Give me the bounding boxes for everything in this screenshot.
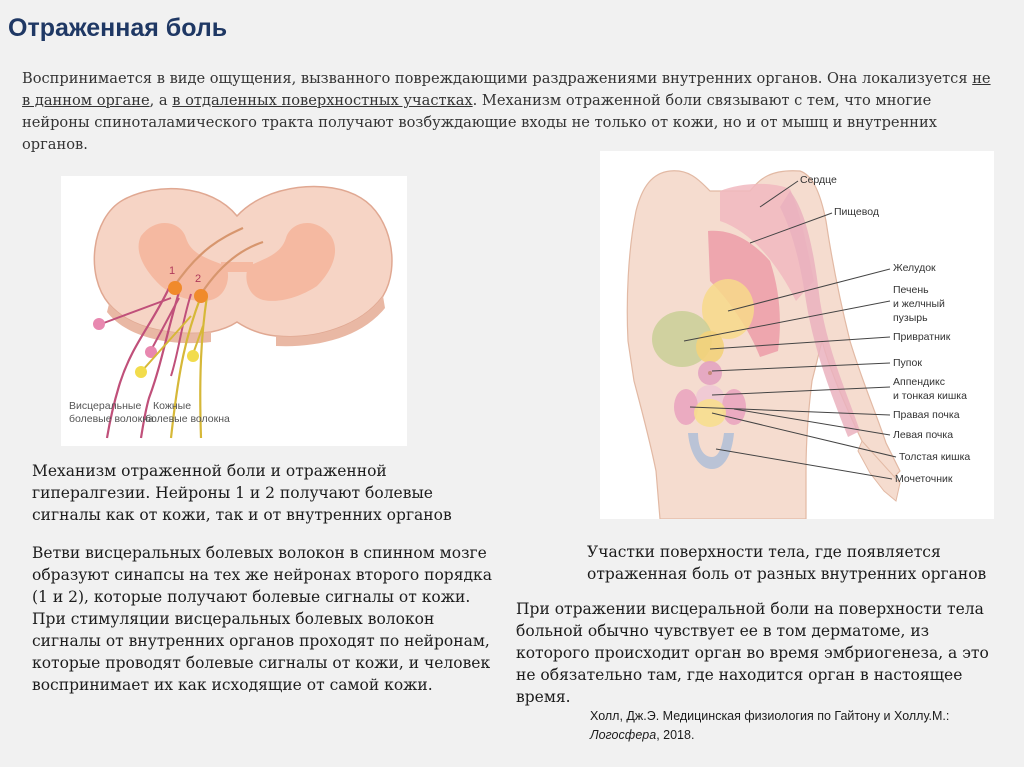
visceral-fibers-paragraph: Ветви висцеральных болевых волокон в спинном мозге образуют синапсы на тех же нейронах второго порядка (1 и 2), которые получают болевые сигналы от кожи. При стимуляции висцеральных болевых волокон сигналы от внутренних органов проходят по нейронам, которые проводят болевые сигналы от кожи, и человек воспринимает их как исходящие от самой кожи.	[32, 544, 492, 694]
neuron-1	[168, 281, 182, 295]
intro-text-1: Воспринимается в виде ощущения, вызванного повреждающими раздражениями внутренних органов. Она локализуется	[22, 70, 973, 87]
label-esophagus: Пищевод	[834, 206, 879, 218]
spinal-cord-diagram	[61, 176, 407, 446]
label-ureter: Мочеточник	[895, 473, 953, 485]
label-pylorus: Привратник	[893, 331, 951, 343]
label-right-kidney: Правая почка	[893, 409, 960, 421]
body-diagram	[600, 151, 994, 519]
intro-text-2: , а	[149, 92, 173, 109]
reference-publisher: Логосфера	[590, 728, 657, 742]
small-intestine-zone	[694, 399, 726, 427]
label-liver-2: и желчный	[893, 298, 945, 310]
spinal-cord-figure	[61, 176, 407, 446]
visceral-receptor-1	[93, 318, 105, 330]
label-navel: Пупок	[893, 357, 922, 369]
neuron-2	[194, 289, 208, 303]
page-title: Отраженная боль	[8, 14, 228, 42]
spinal-figure-caption: Механизм отраженной боли и отраженной гипералгезии. Нейроны 1 и 2 получают болевые сигналы как от кожи, так и от внутренних органов	[32, 462, 452, 524]
neuron-2-label: 2	[195, 273, 202, 285]
skin-receptor-2	[187, 350, 199, 362]
skin-receptor-1	[135, 366, 147, 378]
label-colon: Толстая кишка	[899, 451, 971, 463]
body-referred-pain-figure	[600, 151, 994, 519]
label-stomach: Желудок	[893, 262, 936, 274]
dermatome-paragraph: При отражении висцеральной боли на поверхности тела больной обычно чувствует ее в том дерматоме, из которого происходит орган во время эмбриогенеза, а это не обязательно там, где находится орган в настоящее время.	[516, 600, 989, 706]
navel-mark	[708, 371, 712, 375]
label-appendix-1: Аппендикс	[893, 376, 945, 388]
label-heart: Сердце	[800, 174, 837, 186]
body-figure-caption: Участки поверхности тела, где появляется отраженная боль от разных внутренних органов	[587, 543, 987, 583]
reference-text: Холл, Дж.Э. Медицинская физиология по Гайтону и Холлу.М.:	[590, 709, 950, 723]
visceral-fibers-label-1: Висцеральные	[69, 400, 142, 412]
intro-text-3: . Механизм отраженной боли связывают с тем, что многие нейроны спиноталамического тракта получают возбуждающие входы не только от кожи, но и от мышц и внутренних органов.	[22, 92, 937, 153]
intro-paragraph	[22, 68, 997, 156]
skin-fibers-label-1: Кожные	[153, 400, 192, 412]
intro-underline-2: в отдаленных поверхностных участках	[172, 92, 473, 109]
reference	[590, 707, 990, 745]
neuron-1-label: 1	[169, 265, 176, 277]
label-appendix-2: и тонкая кишка	[893, 390, 967, 402]
label-liver-1: Печень	[893, 284, 929, 296]
intro-underline-1: не в данном органе	[22, 70, 991, 109]
spinal-cord-outline	[94, 186, 392, 336]
reference-year: , 2018.	[656, 728, 695, 742]
label-liver-3: пузырь	[893, 312, 928, 324]
label-left-kidney: Левая почка	[893, 429, 954, 441]
visceral-fibers-label-2: болевые волокна	[69, 413, 154, 425]
skin-fibers-label-2: болевые волокна	[145, 413, 230, 425]
